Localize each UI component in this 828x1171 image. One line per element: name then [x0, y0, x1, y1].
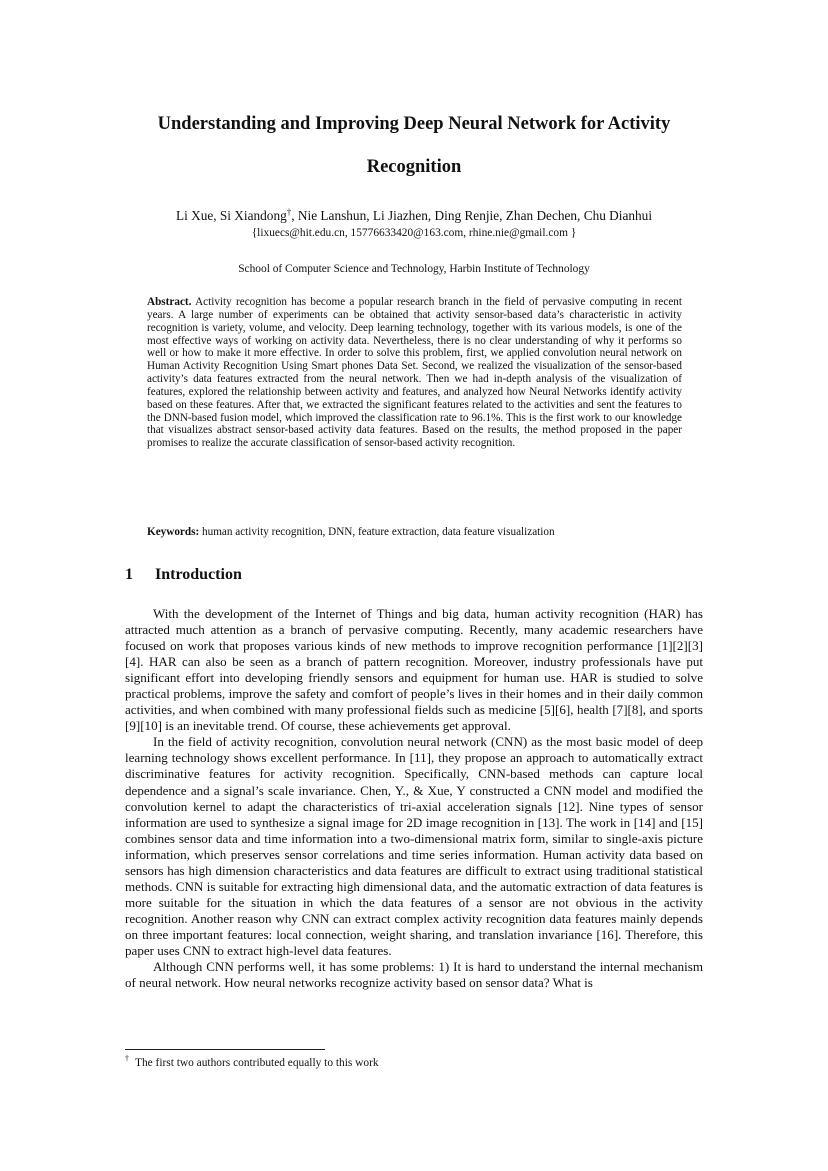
authors-part-2: , Nie Lanshun, Li Jiazhen, Ding Renjie, Zhan Dechen, Chu Dianhui: [291, 208, 653, 223]
footnote-mark: †: [125, 1054, 129, 1063]
section-number: 1: [125, 566, 133, 583]
paragraph: In the field of activity recognition, convolution neural network (CNN) as the most basic model of deep learning technology shows excellent performance. In [11], they propose an approach to automatically extract discriminative features for activity recognition. Specifically, CNN-based methods can capture local dependence and a signal’s scale invariance. Chen, Y., & Xue, Y constructed a CNN model and modified the convolution kernel to adapt the characteristics of tri-axial acceleration signals [12]. Nine types of sensor information are used to synthesize a signal image for 2D image recognition in [13]. The work in [14] and [15] combines sensor data and time information into a two-dimensional matrix form, similar to single-axis picture information, which preserves sensor correlations and time series information. Human activity data based on sensors has high dimension characteristics and data features are difficult to extract using traditional statistical methods. CNN is suitable for extracting high dimensional data, and the automatic extraction of data features is more suitable for the situation in which the data features of a sensor are not obvious in the activity recognition. Another reason why CNN can extract complex activity recognition data features mainly depends on three important features: local connection, weight sharing, and translation invariance [16]. Therefore, this paper uses CNN to extract high-level data features.: [125, 734, 703, 958]
footnote-divider: [125, 1049, 325, 1050]
paper-title-line-2: Recognition: [366, 157, 462, 177]
section-title: Introduction: [155, 566, 242, 583]
keywords-label: Keywords:: [147, 526, 200, 538]
paper-title-line-1: Understanding and Improving Deep Neural Network for Activity: [157, 114, 671, 134]
section-heading: [125, 566, 242, 584]
footnote: [125, 1056, 379, 1070]
authors-part-1: Li Xue, Si Xiandong: [175, 208, 287, 223]
abstract-text: Activity recognition has become a popular research branch in the field of pervasive computing in recent years. A large number of experiments can be obtained that activity sensor-based data’s characteristic in activity recognition is variety, volume, and velocity. Deep learning technology, together with its various models, is one of the most effective ways of working on activity data. Nevertheless, there is no clear understanding of why it performs so well or how to make it more effective. In order to solve this problem, first, we applied convolution neural network on Human Activity Recognition Using Smart phones Data Set. Second, we realized the visualization of the sensor-based activity’s data features extracted from the neural network. Then we had in-depth analysis of the visualization of features, explored the relationship between activity and features, and analyzed how Neural Networks identify activity based on these features. After that, we extracted the significant features related to the activities and sent the features to the DNN-based fusion model, which improved the classification rate to 96.1%. This is the first work to our knowledge that visualizes abstract sensor-based activity data features. Based on the results, the method proposed in the paper promises to realize the accurate classification of sensor-based activity recognition.: [147, 296, 682, 450]
affiliation: School of Computer Science and Technology, Harbin Institute of Technology: [238, 263, 590, 275]
abstract-label: Abstract.: [147, 296, 192, 308]
equal-contribution-mark: †: [286, 207, 292, 217]
abstract: [147, 296, 682, 450]
author-emails: {lixuecs@hit.edu.cn, 15776633420@163.com, rhine.nie@gmail.com }: [251, 227, 577, 239]
paragraph: Although CNN performs well, it has some problems: 1) It is hard to understand the internal mechanism of neural network. How neural networks recognize activity based on sensor data? What is: [125, 959, 703, 991]
keywords-text: human activity recognition, DNN, feature extraction, data feature visualization: [202, 526, 555, 538]
author-list: [80, 208, 748, 224]
paragraph: With the development of the Internet of Things and big data, human activity recognition (HAR) has attracted much attention as a branch of pervasive computing. Recently, many academic researchers have focused on work that proposes various kinds of new methods to improve recognition performance [1][2][3][4]. HAR can also be seen as a branch of pattern recognition. Moreover, industry professionals have put significant effort into developing friendly sensors and equipment for human use. HAR is studied to solve practical problems, improve the safety and comfort of people’s lives in their homes and in their daily common activities, and when combined with many professional fields such as medicine [5][6], health [7][8], and sports [9][10] is an inevitable trend. Of course, these achievements get approval.: [125, 606, 703, 734]
section-body: [125, 606, 703, 991]
footnote-text: The first two authors contributed equally to this work: [135, 1057, 379, 1069]
keywords: [147, 525, 707, 539]
